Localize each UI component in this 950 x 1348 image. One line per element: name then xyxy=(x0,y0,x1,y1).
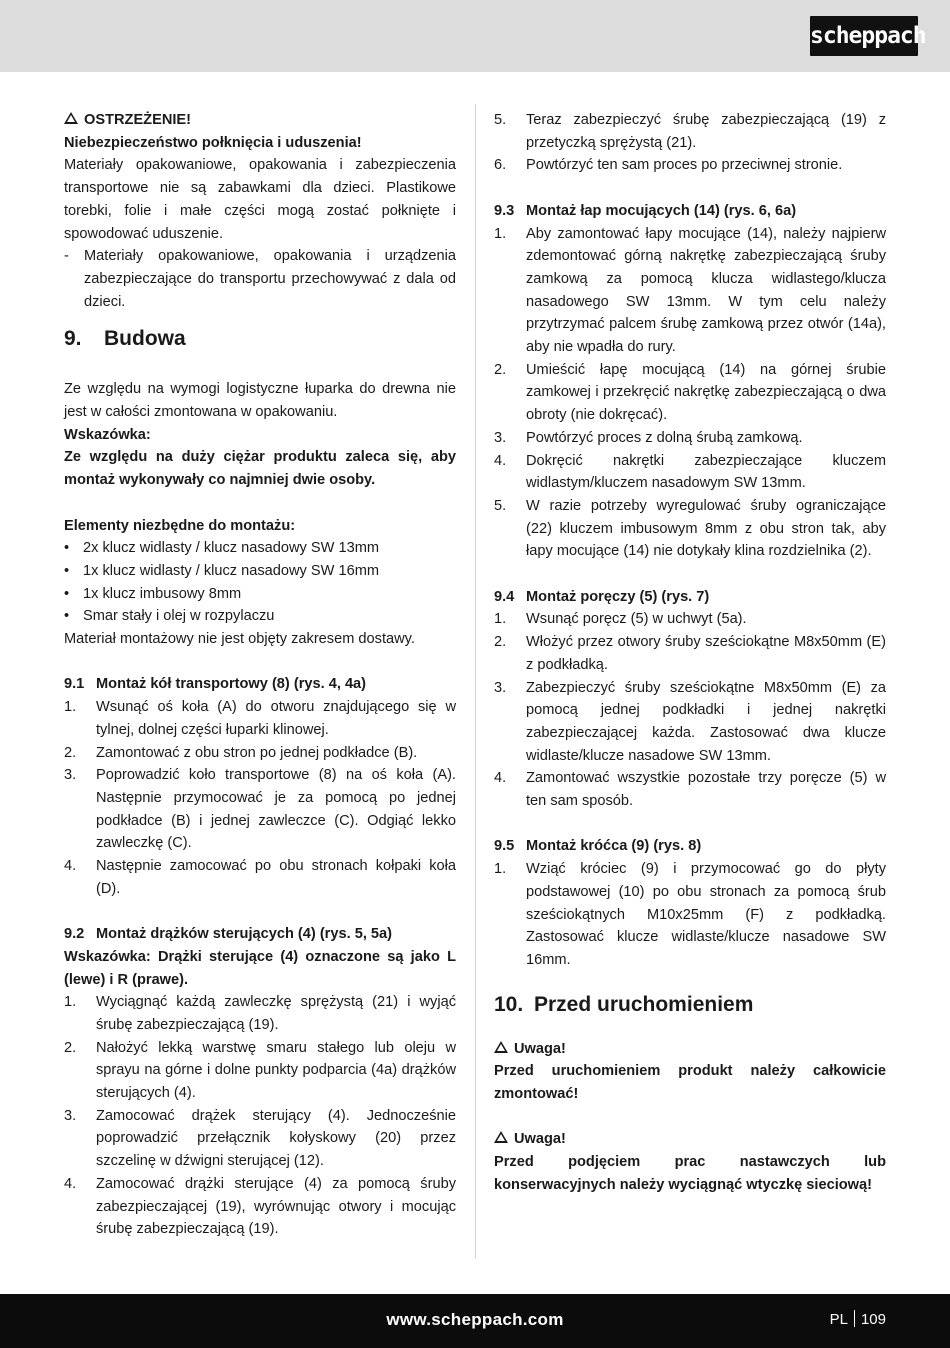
step-item: 2. Nałożyć lekką warstwę smaru stałego lub oleju w sprayu na górne i dolne punkty podparcia (4a) drążków sterujących (4). xyxy=(64,1039,456,1102)
page-number-value: 109 xyxy=(860,1311,886,1328)
step-item: 2. Włożyć przez otwory śruby sześciokątne M8x50mm (E) z podkładką. xyxy=(494,634,886,673)
warning-triangle-icon xyxy=(64,112,78,124)
list-item: • 2x klucz widlasty / klucz nasadowy SW 13mm xyxy=(64,540,380,557)
step-item: 4. Zamontować wszystkie pozostałe trzy poręcze (5) w ten sam sposób. xyxy=(494,770,886,810)
step-item: 1. Aby zamontować łapy mocujące (14), należy najpierw zdemontować górną nakrętkę zabezpieczającą śruby zamkową za pomocą klucza widlastego/klucza nasadowego SW 13mm. W tym celu należy przytrzymać palcem śrubę zamkową przez otwór (14a), aby nie wpadła do rury. xyxy=(494,225,886,356)
section-10-heading: 10. Przed uruchomieniem xyxy=(494,992,754,1016)
step-item: 2. Zamontować z obu stron po jednej podkładce (B). xyxy=(64,744,418,761)
list-item: • Smar stały i olej w rozpylaczu xyxy=(64,608,275,625)
section-9-3-heading: 9.3 Montaż łap mocujących (14) (rys. 6, 6a) xyxy=(494,202,797,219)
warning-triangle-icon xyxy=(494,1131,508,1143)
section-9-1-heading: 9.1 Montaż kół transportowy (8) (rys. 4, 4a) xyxy=(64,676,367,693)
hint-label: Wskazówka: xyxy=(64,426,151,443)
elements-title: Elementy niezbędne do montażu: xyxy=(64,517,296,534)
page-number xyxy=(830,1309,886,1332)
website-link[interactable]: www.scheppach.com xyxy=(386,1310,564,1329)
warning-dash-item: - Materiały opakowaniowe, opakowania i urządzenia zabezpieczające do transportu przechowywać z dala od dzieci. xyxy=(64,248,456,310)
step-item: 1. Wyciągnąć każdą zawleczkę sprężystą (21) i wyjąć śrubę zabezpieczającą (19). xyxy=(64,994,456,1033)
page-footer xyxy=(0,1294,950,1348)
step-item: 3. Powtórzyć proces z dolną śrubą zamkową. xyxy=(494,429,803,446)
step-item: 1. Wsunąć oś koła (A) do otworu znajdującego się w tylnej, dolnej części łuparki klinowej. xyxy=(64,699,456,738)
caution-text: Przed uruchomieniem produkt należy całkowicie zmontować! xyxy=(494,1063,886,1103)
section-9-5-heading: 9.5 Montaż króćca (9) (rys. 8) xyxy=(494,838,702,855)
step-item: 6. Powtórzyć ten sam proces po przeciwnej stronie. xyxy=(494,157,843,174)
caution-heading: Uwaga! xyxy=(494,1038,886,1061)
step-item: 4. Następnie zamocować po obu stronach kołpaki koła (D). xyxy=(64,858,456,897)
warning-subtitle: Niebezpieczeństwo połknięcia i uduszenia! xyxy=(64,134,362,151)
step-item: 1. Wziąć króciec (9) i przymocować go do płyty podstawowej (10) po obu stronach za pomocą śrub sześciokątnych M10x25mm (F) z podkładką. Zastosować klucze widlaste/klucze nasadowe SW 16mm. xyxy=(494,861,886,968)
scheppach-logo: scheppach xyxy=(810,16,918,56)
warning-triangle-icon xyxy=(494,1041,508,1053)
step-item: 4. Dokręcić nakrętki zabezpieczające kluczem widlastym/kluczem nasadowym SW 13mm. xyxy=(494,452,886,492)
section-9-intro: Ze względu na wymogi logistyczne łuparka do drewna nie jest w całości zmontowana w opakowaniu. xyxy=(64,381,456,421)
section-9-2-heading: 9.2 Montaż drążków sterujących (4) (rys. 5, 5a) xyxy=(64,926,393,943)
step-item: 3. Poprowadzić koło transportowe (8) na oś koła (A). Następnie przymocować je za pomocą po jednej podkładce (B) i jednej zawleczce (C). Odgiąć lekko zawleczkę (C). xyxy=(64,767,456,852)
step-item: 4. Zamocować drążki sterujące (4) za pomocą śruby zabezpieczającej (19), wyrównując otwory i mocując śrubę zabezpieczającą (19). xyxy=(64,1175,456,1238)
caution-text: Przed podjęciem prac nastawczych lub konserwacyjnych należy wyciągnąć wtyczkę sieciową! xyxy=(494,1154,886,1193)
section-9-2-note: Wskazówka: Drążki sterujące (4) oznaczone są jako L (lewe) i R (prawe). xyxy=(64,948,456,988)
right-column xyxy=(494,109,886,1197)
warning-heading: OSTRZEŻENIE! xyxy=(64,109,456,132)
elements-note: Materiał montażowy nie jest objęty zakresem dostawy. xyxy=(64,631,415,648)
list-item: • 1x klucz imbusowy 8mm xyxy=(64,585,242,602)
column-divider xyxy=(475,104,476,1259)
caution-heading: Uwaga! xyxy=(494,1128,886,1151)
step-item: 5. W razie potrzeby wyregulować śruby ograniczające (22) kluczem imbusowym 8mm z obu stron tak, aby łapy mocujące (14) nie dotykały klina rozdzielnika (2). xyxy=(494,497,886,560)
step-item: 1. Wsunąć poręcz (5) w uchwyt (5a). xyxy=(494,611,747,628)
left-column xyxy=(64,109,456,1241)
section-9-heading: 9. Budowa xyxy=(64,327,186,351)
step-item: 5. Teraz zabezpieczyć śrubę zabezpieczającą (19) z przetyczką sprężystą (21). xyxy=(494,112,886,151)
language-code: PL xyxy=(829,1311,848,1328)
page-header xyxy=(0,0,950,72)
step-item: 3. Zabezpieczyć śruby sześciokątne M8x50mm (E) za pomocą jednej podkładki i jednej nakrętki zabezpieczającej każda. Zastosować dwa klucze widlaste/klucze nasadowe SW 13mm. xyxy=(494,679,886,764)
section-9-4-heading: 9.4 Montaż poręczy (5) (rys. 7) xyxy=(494,588,710,605)
hint-text: Ze względu na duży ciężar produktu zaleca się, aby montaż wykonywały co najmniej dwie osoby. xyxy=(64,449,456,489)
step-item: 3. Zamocować drążek sterujący (4). Jednocześnie poprowadzić przełącznik kołyskowy (20) przez szczelinę w dźwigni sterującej (12). xyxy=(64,1107,456,1170)
step-item: 2. Umieścić łapę mocującą (14) na górnej śrubie zamkowej i przekręcić nakrętkę zabezpieczającą o dwa obroty (nie dokręcać). xyxy=(494,361,886,424)
list-item: • 1x klucz widlasty / klucz nasadowy SW 16mm xyxy=(64,562,380,579)
warning-text: Materiały opakowaniowe, opakowania i zabezpieczenia transportowe nie są zabawkami dla dzieci. Plastikowe torebki, folie i małe części mogą zostać połknięte i spowodować uduszenie. xyxy=(64,157,456,242)
